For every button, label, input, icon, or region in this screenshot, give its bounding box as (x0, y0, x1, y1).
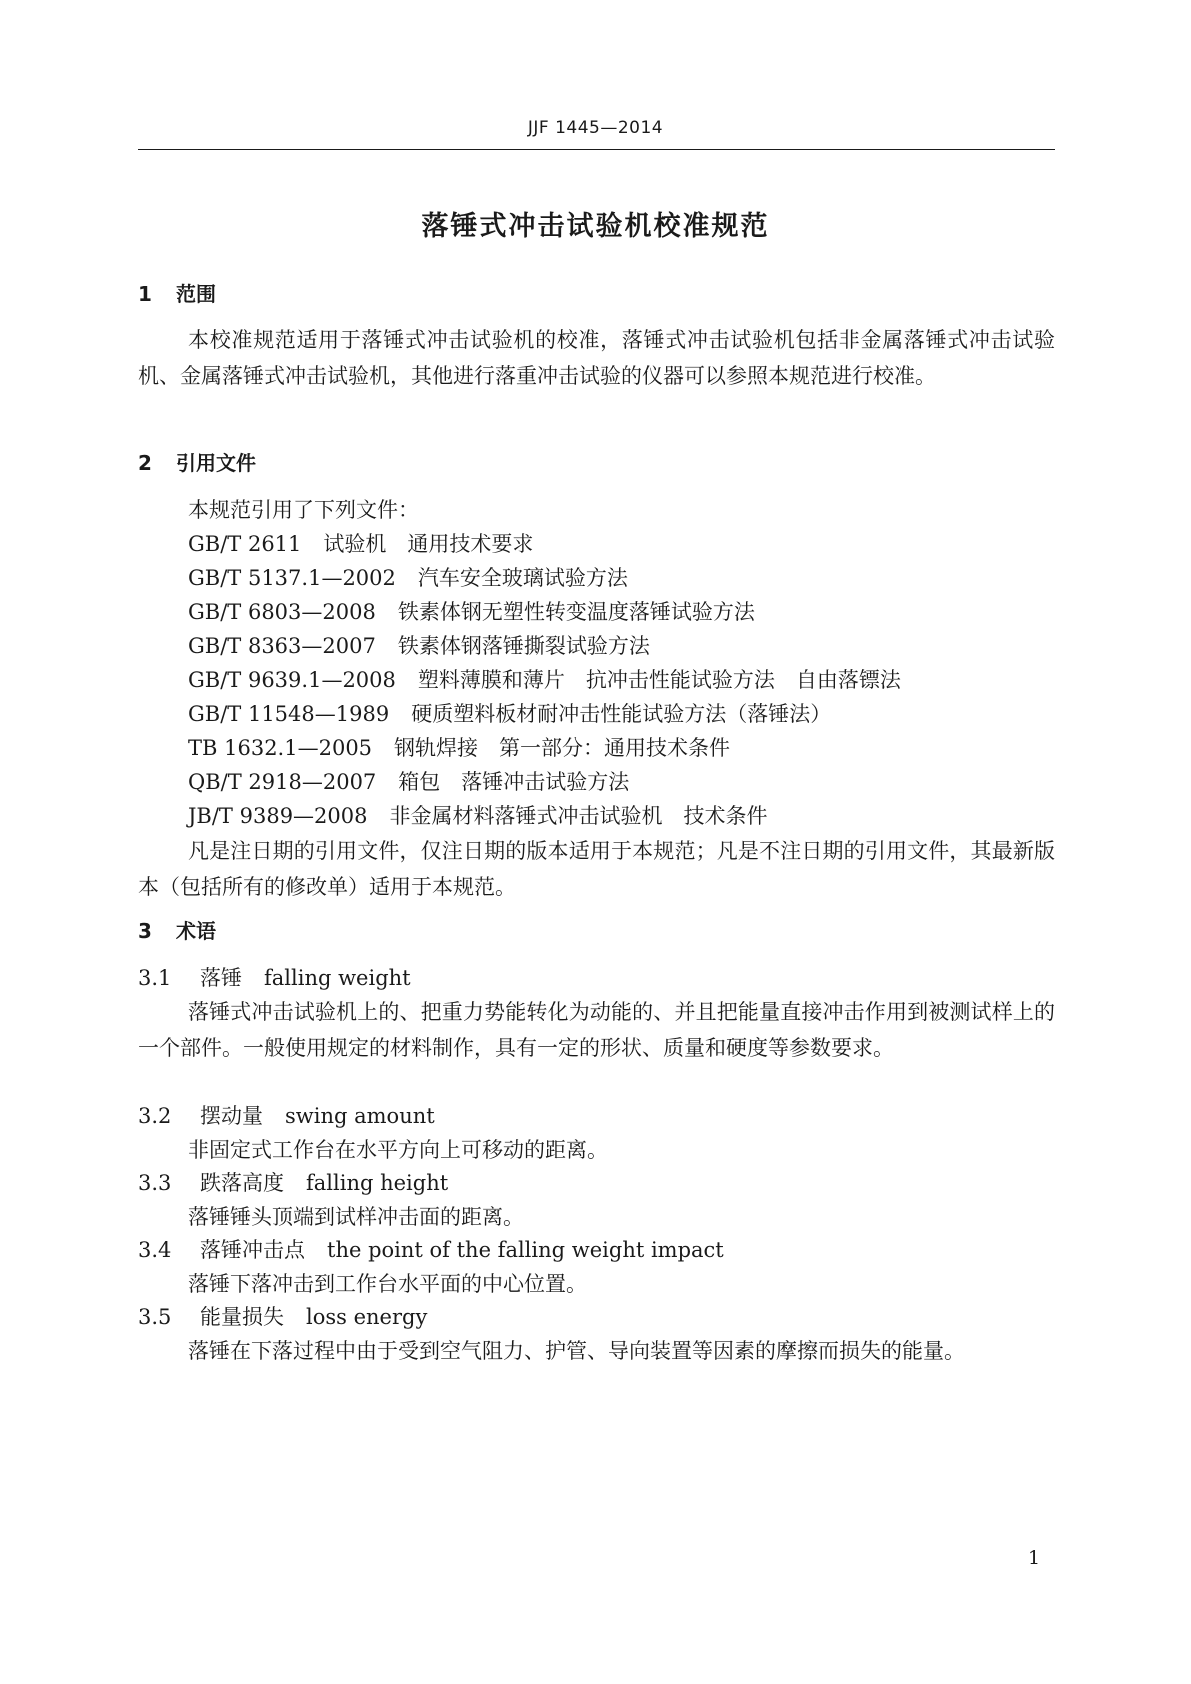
term-chinese: 摆动量 (200, 1104, 263, 1128)
term-number: 3.3 (138, 1171, 172, 1195)
term-definition: 落锤下落冲击到工作台水平面的中心位置。 (188, 1272, 587, 1296)
reference-title: 试验机 通用技术要求 (323, 532, 534, 556)
section-number: 3 (138, 919, 152, 943)
reference-item (188, 697, 831, 731)
term-english: loss energy (306, 1305, 428, 1329)
document-title: 落锤式冲击试验机校准规范 (421, 211, 770, 242)
term-heading (138, 962, 411, 992)
reference-code: QB/T 2918—2007 (188, 770, 377, 794)
term-number: 3.5 (138, 1305, 172, 1329)
term-definition: 落锤在下落过程中由于受到空气阻力、护管、导向装置等因素的摩擦而损失的能量。 (188, 1339, 965, 1363)
section-title: 引用文件 (176, 451, 256, 475)
reference-item (188, 527, 533, 561)
section-title: 范围 (176, 282, 216, 306)
reference-code: TB 1632.1—2005 (188, 736, 373, 760)
term-number: 3.4 (138, 1238, 172, 1262)
reference-code: GB/T 2611 (188, 532, 302, 556)
section-1-heading (138, 278, 216, 307)
reference-title: 塑料薄膜和薄片 抗冲击性能试验方法 自由落镖法 (417, 668, 901, 692)
section-number: 2 (138, 451, 152, 475)
section-title: 术语 (176, 919, 216, 943)
reference-title: 硬质塑料板材耐冲击性能试验方法（落锤法） (411, 702, 832, 726)
term-chinese: 落锤 (200, 966, 242, 990)
standard-code: JJF 1445—2014 (527, 118, 664, 138)
reference-title: 铁素体钢落锤撕裂试验方法 (397, 634, 650, 658)
reference-title: 箱包 落锤冲击试验方法 (398, 770, 630, 794)
reference-item (188, 561, 628, 595)
section-number: 1 (138, 282, 152, 306)
reference-title: 钢轨焊接 第一部分：通用技术条件 (394, 736, 731, 760)
reference-code: GB/T 9639.1—2008 (188, 668, 396, 692)
term-heading (138, 1234, 724, 1264)
section-1-body: 本校准规范适用于落锤式冲击试验机的校准，落锤式冲击试验机包括非金属落锤式冲击试验机、金属落锤式冲击试验机，其他进行落重冲击试验的仪器可以参照本规范进行校准。 (138, 328, 1055, 388)
reference-code: GB/T 8363—2007 (188, 634, 376, 658)
section-3-heading (138, 915, 216, 944)
reference-code: GB/T 5137.1—2002 (188, 566, 396, 590)
reference-item (188, 663, 901, 697)
page-number: 1 (1028, 1547, 1041, 1569)
term-english: falling height (306, 1171, 449, 1195)
reference-item (188, 595, 755, 629)
reference-item (188, 799, 768, 833)
reference-item (188, 731, 730, 765)
term-heading (138, 1100, 435, 1130)
term-heading (138, 1167, 448, 1197)
reference-title: 非金属材料落锤式冲击试验机 技术条件 (389, 804, 768, 828)
reference-item (188, 629, 650, 663)
reference-code: GB/T 6803—2008 (188, 600, 376, 624)
header-rule (138, 149, 1055, 150)
term-definition: 落锤式冲击试验机上的、把重力势能转化为动能的、并且把能量直接冲击作用到被测试样上的一个部件。一般使用规定的材料制作，具有一定的形状、质量和硬度等参数要求。 (138, 1000, 1055, 1060)
term-heading (138, 1301, 427, 1331)
term-number: 3.2 (138, 1104, 172, 1128)
term-definition: 落锤锤头顶端到试样冲击面的距离。 (188, 1205, 524, 1229)
references-note: 凡是注日期的引用文件，仅注日期的版本适用于本规范；凡是不注日期的引用文件，其最新版本（包括所有的修改单）适用于本规范。 (138, 839, 1055, 899)
reference-code: JB/T 9389—2008 (188, 804, 368, 828)
references-intro: 本规范引用了下列文件： (188, 498, 419, 522)
term-chinese: 落锤冲击点 (200, 1238, 305, 1262)
term-english: the point of the falling weight impact (327, 1238, 724, 1262)
reference-item (188, 765, 629, 799)
reference-title: 铁素体钢无塑性转变温度落锤试验方法 (397, 600, 755, 624)
reference-code: GB/T 11548—1989 (188, 702, 390, 726)
term-chinese: 跌落高度 (200, 1171, 284, 1195)
reference-title: 汽车安全玻璃试验方法 (417, 566, 628, 590)
term-number: 3.1 (138, 966, 172, 990)
term-english: swing amount (285, 1104, 435, 1128)
term-chinese: 能量损失 (200, 1305, 284, 1329)
term-definition: 非固定式工作台在水平方向上可移动的距离。 (188, 1138, 608, 1162)
section-2-heading (138, 447, 256, 476)
term-english: falling weight (264, 966, 411, 990)
